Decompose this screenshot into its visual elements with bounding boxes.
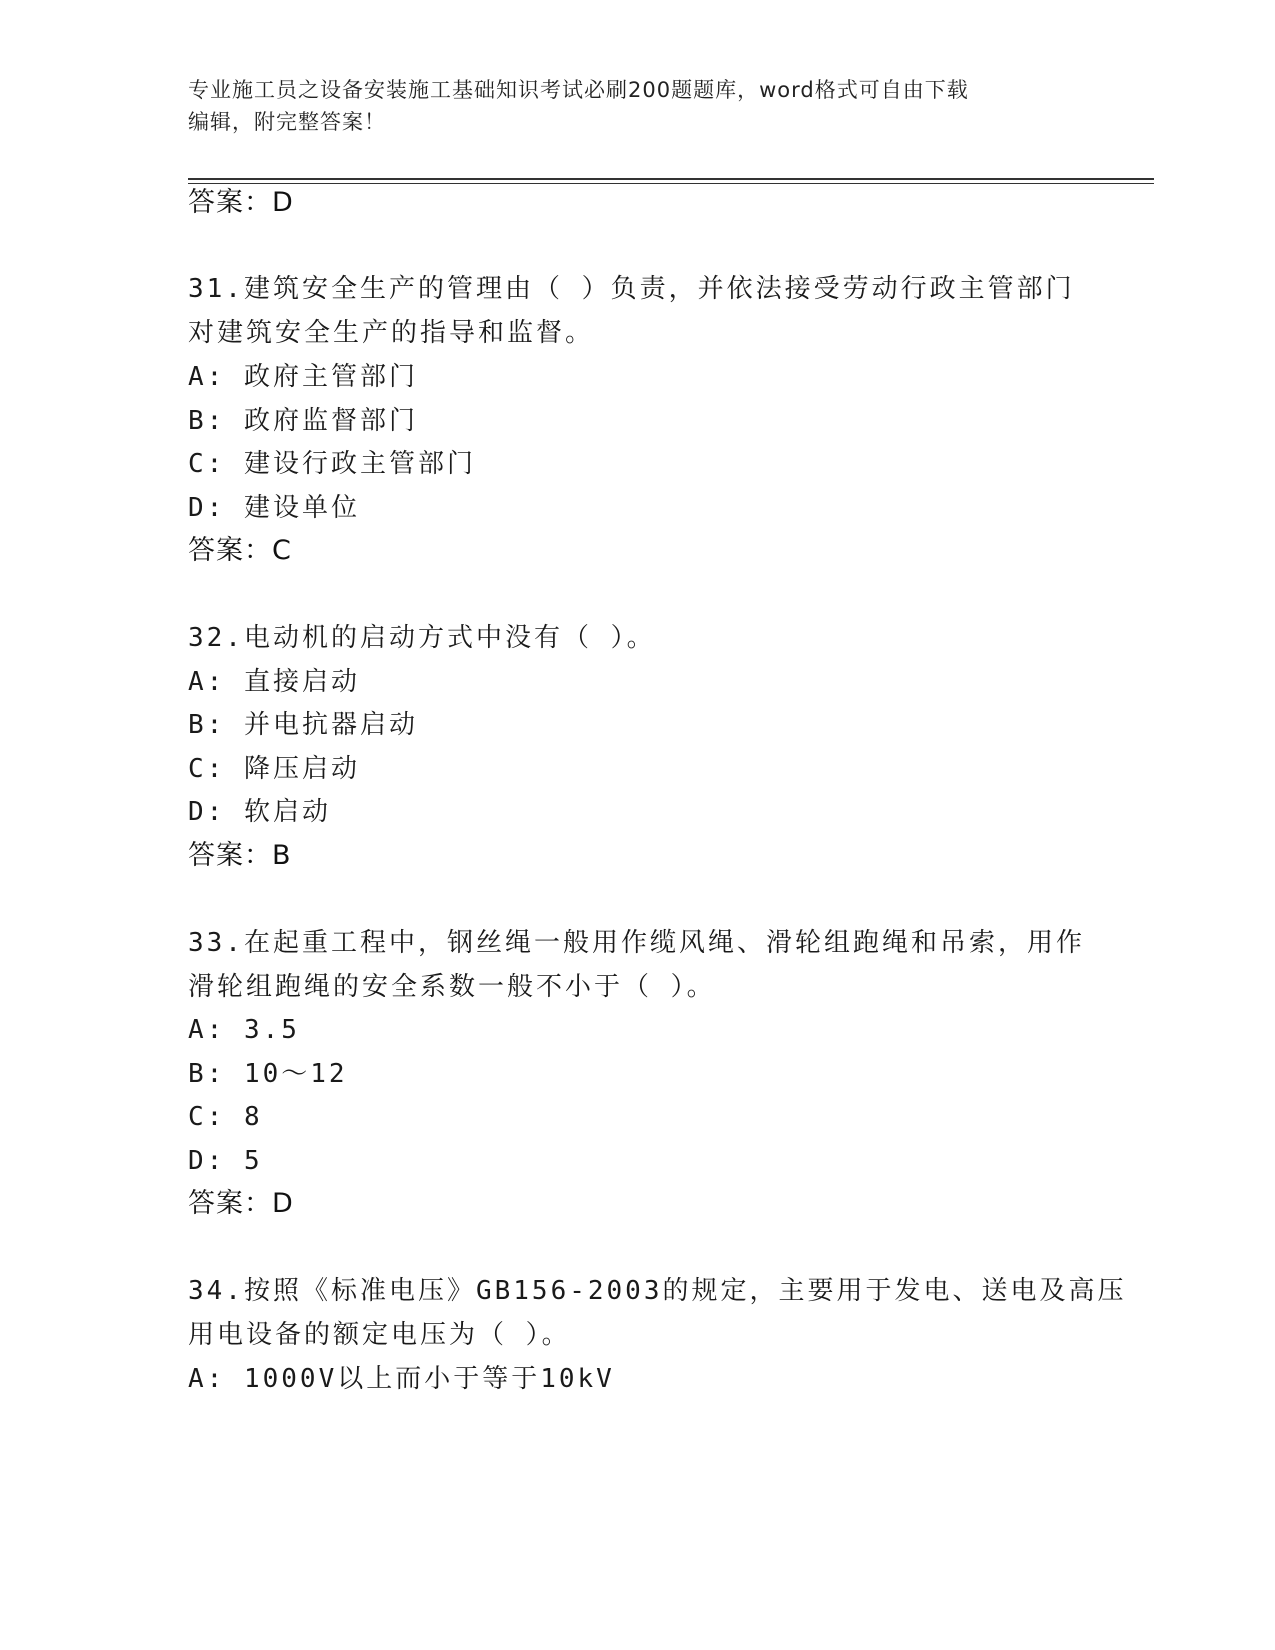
question-33-option-c: C: 8	[188, 1102, 263, 1132]
question-32-option-c: C: 降压启动	[188, 754, 360, 784]
previous-answer: 答案：D	[188, 187, 294, 218]
question-33-option-d: D: 5	[188, 1146, 263, 1176]
question-31-stem-line-1: 31.建筑安全生产的管理由（ ）负责，并依法接受劳动行政主管部门	[188, 274, 1075, 304]
question-32-option-a: A: 直接启动	[188, 667, 360, 697]
header-divider-thick	[188, 178, 1154, 180]
question-34-stem-line-1: 34.按照《标准电压》GB156-2003的规定，主要用于发电、送电及高压	[188, 1276, 1127, 1306]
question-31-option-c: C: 建设行政主管部门	[188, 449, 476, 479]
question-33-stem-line-1: 33.在起重工程中，钢丝绳一般用作缆风绳、滑轮组跑绳和吊索，用作	[188, 928, 1085, 958]
question-32-answer: 答案：B	[188, 840, 292, 871]
question-31-stem-line-2: 对建筑安全生产的指导和监督。	[188, 318, 595, 348]
header-title-line-1: 专业施工员之设备安装施工基础知识考试必刷200题题库，word格式可自由下载	[188, 78, 969, 102]
question-31-option-d: D: 建设单位	[188, 493, 360, 523]
document-header	[188, 74, 1088, 138]
header-title-line-2: 编辑，附完整答案！	[188, 110, 386, 134]
question-34-stem-line-2: 用电设备的额定电压为（ ）。	[188, 1320, 571, 1350]
question-32-stem-line-1: 32.电动机的启动方式中没有（ ）。	[188, 623, 656, 653]
question-33-stem-line-2: 滑轮组跑绳的安全系数一般不小于（ ）。	[188, 972, 716, 1002]
question-33-answer: 答案：D	[188, 1188, 294, 1219]
question-33-option-a: A: 3.5	[188, 1015, 300, 1045]
question-33-option-b: B: 10～12	[188, 1059, 348, 1089]
question-32-option-d: D: 软启动	[188, 797, 331, 827]
header-divider-thin	[188, 183, 1154, 184]
question-32-option-b: B: 并电抗器启动	[188, 710, 418, 740]
question-31-option-b: B: 政府监督部门	[188, 406, 418, 436]
question-31-answer: 答案：C	[188, 535, 292, 566]
question-31-option-a: A: 政府主管部门	[188, 362, 418, 392]
question-34-option-a: A: 1000V以上而小于等于10kV	[188, 1364, 615, 1394]
